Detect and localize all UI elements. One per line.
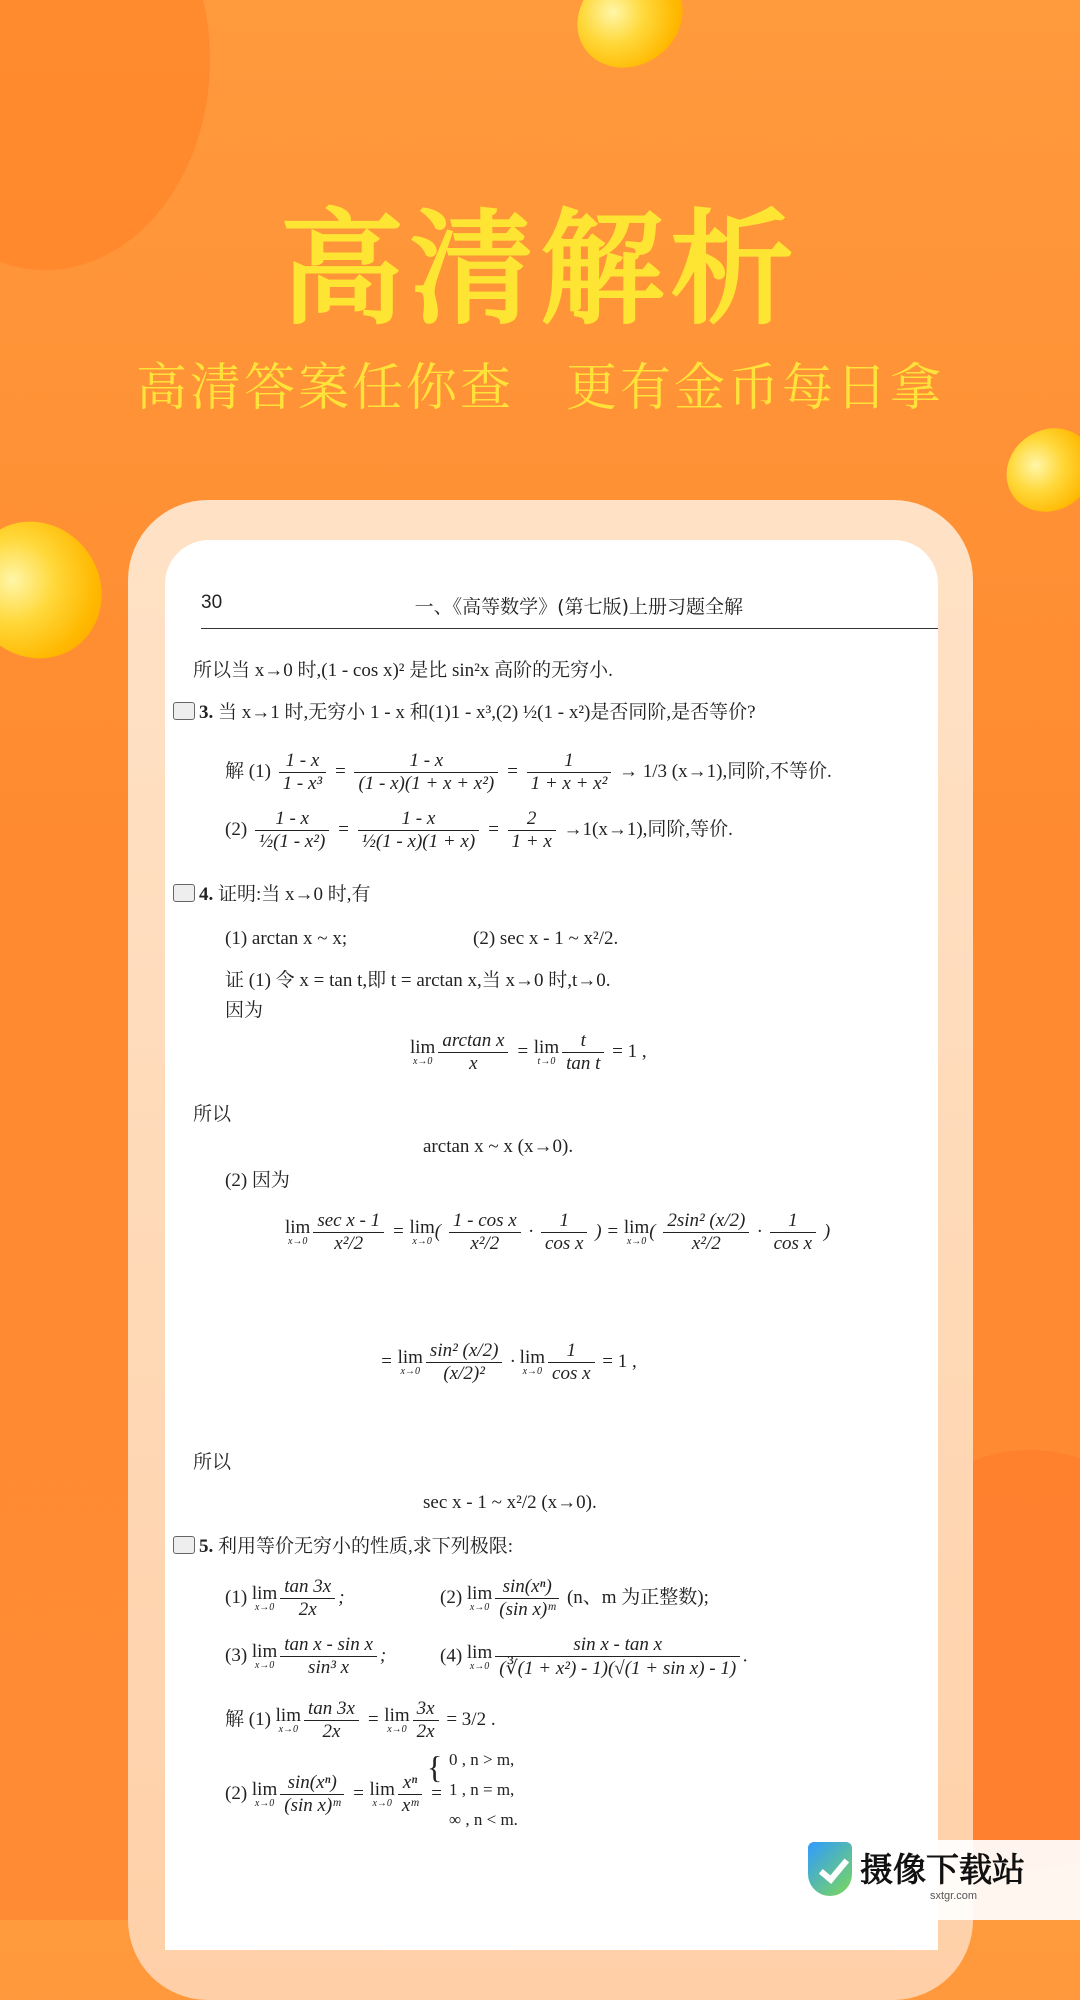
hero-subtitle-left: 高清答案任你查	[135, 359, 514, 418]
question-text: 利用等价无穷小的性质,求下列极限:	[218, 1536, 514, 1557]
solution-5-2: (2) lim x→0 $\frac{\text{sin(xⁿ)}}{\text{(sin x)ᵐ}}$ = lim x→0 $\frac{\text{xⁿ}}{\text{xᵐ}}$ =	[225, 1772, 443, 1816]
text-line: (2) 因为	[225, 1170, 290, 1191]
question-text: 当 x→1 时,无穷小 1 - x 和(1)1 - x³,(2) ½(1 - x²)是否同阶,是否等价?	[218, 702, 756, 723]
answer-page-screen[interactable]	[165, 540, 938, 1950]
text-line: 因为	[225, 1000, 264, 1021]
page-header-title: 一、《高等数学》(第七版)上册习题全解	[414, 596, 743, 618]
question-number: 4.	[199, 884, 214, 905]
formula-result: = 1 ,	[612, 1040, 647, 1062]
gold-coin-icon	[0, 495, 128, 684]
site-watermark	[800, 1840, 1080, 1920]
solution-3-1: 解 (1) $\frac{1 - x}{\text{1 - x³}}$ = $\frac{1 - x}{\text{(1 - x)(1 + x + x²)}}$ = $\frac{1}{\text{1 + x + x²}}$ → 1/3 (x→1),同阶,不等价.	[225, 750, 832, 794]
hero-title: 高清解析	[279, 198, 800, 342]
watermark-url: sxtgr.com	[930, 1890, 978, 1902]
search-icon	[173, 702, 195, 720]
proof-line: 证 (1) 令 x = tan t,即 t = arctan x,当 x→0 时,t→0.	[225, 970, 611, 991]
formula-4-2: lim x→0 $\frac{\text{sec x - 1}}{\text{x²/2}}$ = lim x→0 ( $\frac{\text{1 - cos x}}{\text{x²/2}}$ · $\frac{1}{\text{cos x}}$ ) = lim x→0 ( $\frac{\text{2sin² (x/2)}}{\text{x²/2}}$ · $\frac{1}{\text{cos x}}$ )	[285, 1210, 831, 1254]
subquestion-note: (n、m 为正整数);	[566, 1586, 709, 1608]
subquestion: (1) arctan x ~ x;	[225, 928, 348, 949]
brace: {	[427, 1749, 443, 1785]
hero-subtitle	[0, 346, 1080, 420]
watermark-name: 摄像下载站	[860, 1850, 1025, 1889]
gold-coin-icon	[990, 411, 1080, 528]
page-number: 30	[201, 592, 223, 613]
subquestion-label: (4)	[440, 1645, 463, 1667]
subquestion-label: (3)	[225, 1644, 248, 1666]
formula-result: = 1 ,	[602, 1350, 637, 1372]
page-header	[201, 592, 938, 629]
text-line: 所以	[193, 1452, 232, 1473]
case-line: 0 , n > m,	[449, 1750, 515, 1769]
result-line: arctan x ~ x (x→0).	[423, 1136, 574, 1157]
question-number: 5.	[199, 1536, 214, 1557]
solution-label: (2)	[225, 1782, 248, 1804]
text-line: 所以当 x→0 时,(1 - cos x)² 是比 sin²x 高阶的无穷小.	[193, 660, 613, 681]
solution-result: = 3/2 .	[446, 1708, 496, 1730]
question-3	[173, 702, 756, 725]
solution-label: (2)	[225, 818, 248, 840]
question-5	[173, 1536, 513, 1559]
search-icon	[173, 1536, 195, 1554]
gold-coin-icon	[558, 0, 703, 88]
search-icon	[173, 884, 195, 902]
subquestion: (2) sec x - 1 ~ x²/2.	[473, 928, 619, 949]
case-line: 1 , n = m,	[449, 1780, 515, 1799]
result-line: sec x - 1 ~ x²/2 (x→0).	[423, 1492, 597, 1513]
solution-result: →1(x→1),同阶,等价.	[563, 818, 733, 840]
question-number: 3.	[199, 702, 214, 723]
subquestion-5-1: (1) lim x→0 $\frac{\tan 3x}{2x}$ ;	[225, 1576, 345, 1620]
formula-4-3: = lim x→0 $\frac{\text{sin² (x/2)}}{\text{(x/2)²}}$ · lim x→0 $\frac{1}{\text{cos x}}$ = 1 ,	[380, 1340, 637, 1384]
subquestion-label: (1)	[225, 1586, 248, 1608]
hero-subtitle-right: 更有金币每日拿	[566, 359, 945, 418]
subquestion-5-2: (2) lim x→0 $\frac{\text{sin(xⁿ)}}{\text{(sin x)ᵐ}}$ (n、m 为正整数);	[440, 1576, 709, 1620]
question-4	[173, 884, 371, 907]
formula-4-1: lim x→0 $\frac{\text{arctan x}}{x}$ = lim t→0 $\frac{t}{\text{tan t}}$ = 1 ,	[410, 1030, 647, 1074]
subquestion-label: (2)	[440, 1586, 463, 1608]
shield-logo-icon	[808, 1842, 852, 1896]
subquestion-5-3: (3) lim x→0 $\frac{\text{tan x - sin x}}{\text{sin³ x}}$ ;	[225, 1634, 387, 1678]
solution-label: 解 (1)	[225, 1708, 271, 1730]
subquestion-5-4: (4) lim x→0 $\frac{\text{sin x - tan x}}{\text{(∛(1 + x²) - 1)(√(1 + sin x) - 1)}}$ .	[440, 1634, 748, 1679]
solution-5-1: 解 (1) lim x→0 $\frac{\tan 3x}{2x}$ = lim x→0 $\frac{3x}{2x}$ = 3/2 .	[225, 1698, 496, 1742]
case-line: ∞ , n < m.	[449, 1810, 518, 1829]
question-text: 证明:当 x→0 时,有	[218, 884, 371, 905]
solution-result: → 1/3 (x→1),同阶,不等价.	[619, 760, 832, 782]
solution-3-2: (2) $\frac{1 - x}{\text{½(1 - x²)}}$ = $\frac{1 - x}{\text{½(1 - x)(1 + x)}}$ = $\frac{2}{1 + x}$ →1(x→1),同阶,等价.	[225, 808, 733, 852]
solution-label: 解 (1)	[225, 760, 271, 782]
text-line: 所以	[193, 1104, 232, 1125]
